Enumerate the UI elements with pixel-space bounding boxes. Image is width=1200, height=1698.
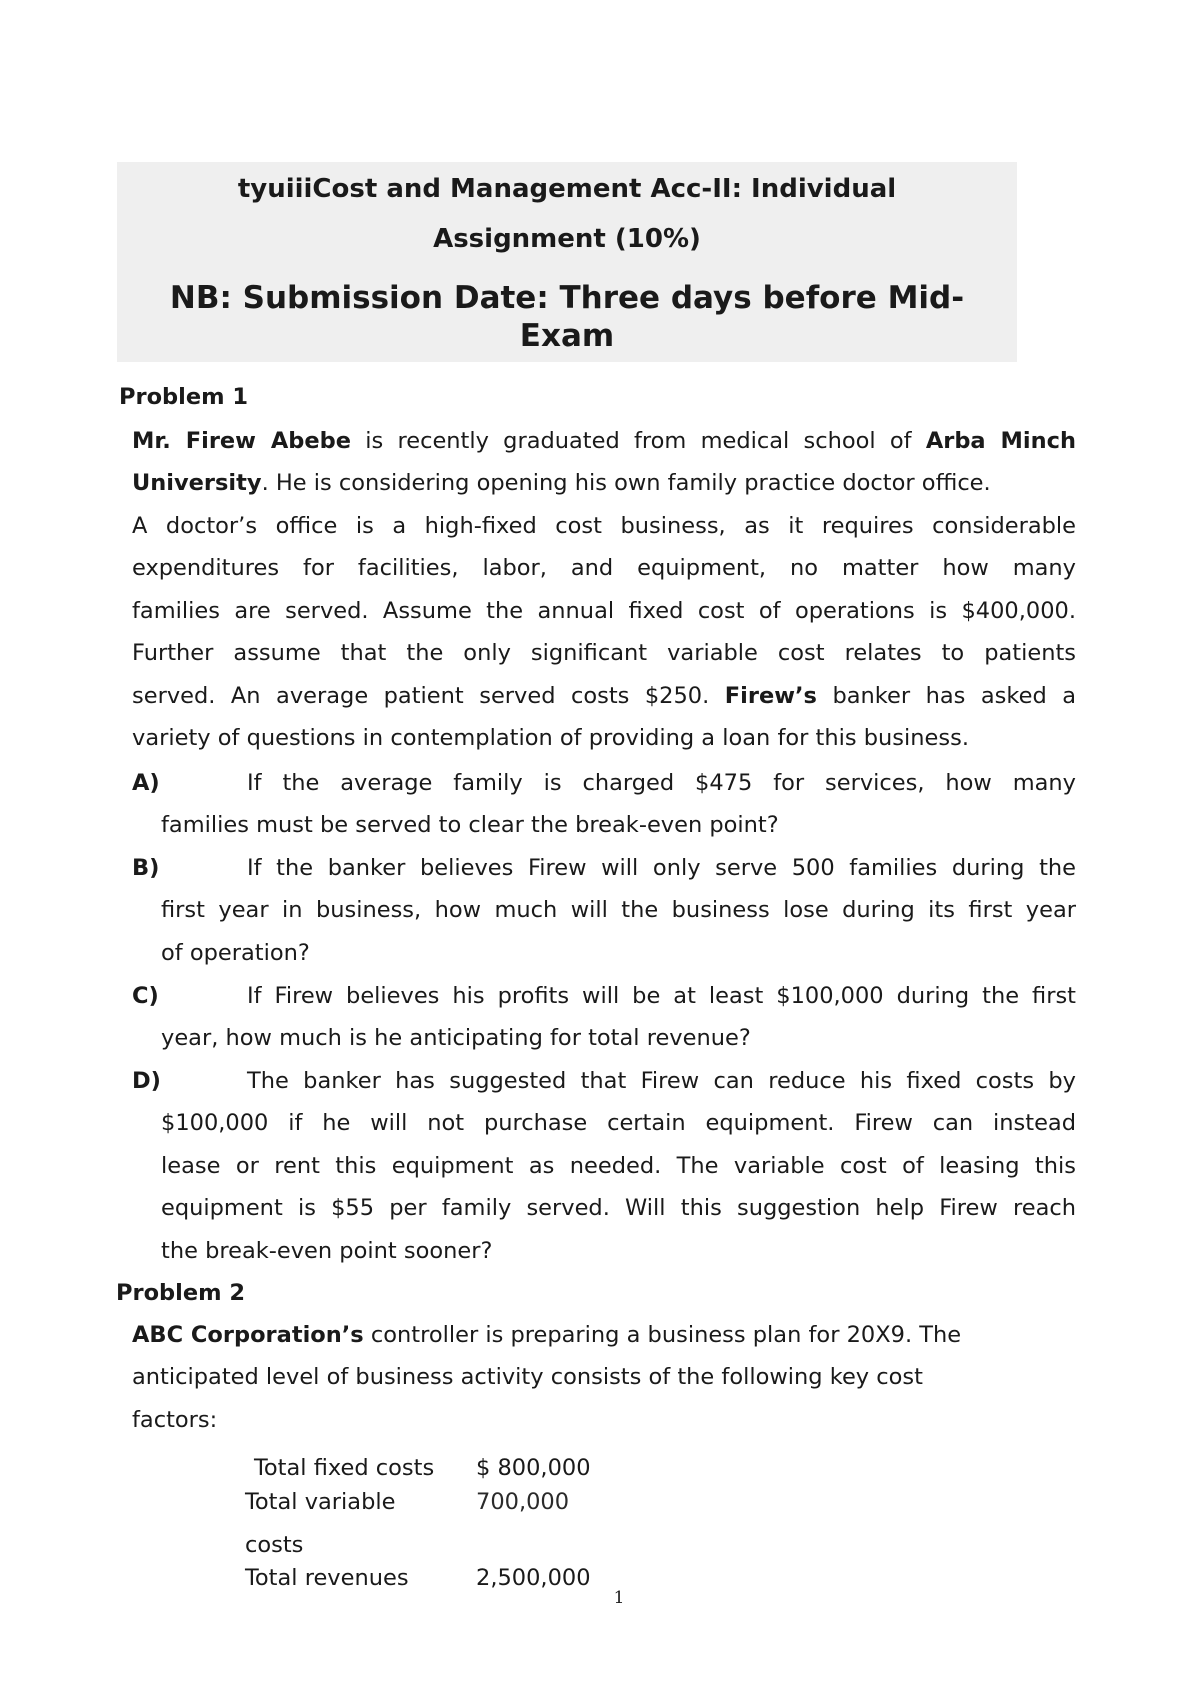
variable-costs-label: Total variable xyxy=(245,1489,396,1515)
question-line: first year in business, how much will the business lose during its first year xyxy=(161,897,1076,923)
problem-2-heading: Problem 2 xyxy=(116,1280,246,1306)
university-name-cont: University xyxy=(132,470,262,496)
problem-2-intro xyxy=(132,1322,1076,1452)
intro-text: is recently graduated from medical school of xyxy=(351,428,926,454)
revenues-label: Total revenues xyxy=(245,1565,409,1591)
submission-note-line-1: NB: Submission Date: Three days before Mid- xyxy=(169,280,965,316)
intro-line: factors: xyxy=(132,1407,218,1433)
intro-line xyxy=(132,683,1076,709)
page-number: 1 xyxy=(613,1588,625,1608)
university-name: Arba Minch xyxy=(925,428,1076,454)
question-b-label: B) xyxy=(132,855,160,881)
question-line: If the banker believes Firew will only serve 500 families during the xyxy=(247,855,1076,881)
intro-line xyxy=(132,1322,1076,1348)
title-line-1: tyuiiiCost and Management Acc-II: Individual xyxy=(237,174,897,204)
intro-line xyxy=(132,470,1076,496)
question-c-label: C) xyxy=(132,983,159,1009)
fixed-costs-value: $ 800,000 xyxy=(476,1455,591,1481)
intro-line: A doctor’s office is a high-fixed cost business, as it requires considerable xyxy=(132,513,1076,539)
variable-costs-label-cont: costs xyxy=(245,1532,304,1558)
document-title xyxy=(117,164,1017,264)
question-d-label: D) xyxy=(132,1068,161,1094)
problem-1-heading: Problem 1 xyxy=(119,384,249,410)
submission-note-line-2: Exam xyxy=(519,318,615,354)
question-line: year, how much is he anticipating for total revenue? xyxy=(161,1025,751,1051)
intro-text: . He is considering opening his own family practice doctor office. xyxy=(261,470,991,496)
question-line: of operation? xyxy=(161,940,310,966)
title-line-2: Assignment (10%) xyxy=(433,224,701,254)
submission-note xyxy=(117,279,1017,355)
intro-text: controller is preparing a business plan for 20X9. The xyxy=(363,1322,962,1348)
question-line: If the average family is charged $475 for services, how many xyxy=(247,770,1076,796)
fixed-costs-label: Total fixed costs xyxy=(254,1455,435,1481)
person-name: Mr. Firew Abebe xyxy=(132,428,352,454)
question-d-text xyxy=(132,1068,1076,1278)
question-line: The banker has suggested that Firew can reduce his fixed costs by xyxy=(247,1068,1076,1094)
question-a-label: A) xyxy=(132,770,160,796)
question-line: equipment is $55 per family served. Will this suggestion help Firew reach xyxy=(161,1195,1076,1221)
variable-costs-value: 700,000 xyxy=(476,1489,570,1515)
intro-line: variety of questions in contemplation of providing a loan for this business. xyxy=(132,725,969,751)
intro-line: expenditures for facilities, labor, and equipment, no matter how many xyxy=(132,555,1076,581)
intro-line: anticipated level of business activity consists of the following key cost xyxy=(132,1364,923,1390)
revenues-value: 2,500,000 xyxy=(476,1565,591,1591)
intro-line xyxy=(132,428,1076,454)
question-line: If Firew believes his profits will be at least $100,000 during the first xyxy=(247,983,1076,1009)
question-b-text xyxy=(132,855,1076,985)
intro-text: served. An average patient served costs $250. xyxy=(132,683,725,709)
question-line: lease or rent this equipment as needed. The variable cost of leasing this xyxy=(161,1153,1076,1179)
company-name: ABC Corporation’s xyxy=(132,1322,364,1348)
question-line: families must be served to clear the break-even point? xyxy=(161,812,779,838)
intro-line: families are served. Assume the annual fixed cost of operations is $400,000. xyxy=(132,598,1076,624)
question-line: the break-even point sooner? xyxy=(161,1238,493,1264)
problem-1-intro xyxy=(132,428,1076,758)
person-possessive: Firew’s xyxy=(724,683,817,709)
assignment-header xyxy=(117,162,1017,362)
intro-text: banker has asked a xyxy=(816,683,1077,709)
intro-line: Further assume that the only significant variable cost relates to patients xyxy=(132,640,1076,666)
question-c-text xyxy=(132,983,1076,1073)
question-line: $100,000 if he will not purchase certain equipment. Firew can instead xyxy=(161,1110,1076,1136)
question-a-text xyxy=(132,770,1076,860)
